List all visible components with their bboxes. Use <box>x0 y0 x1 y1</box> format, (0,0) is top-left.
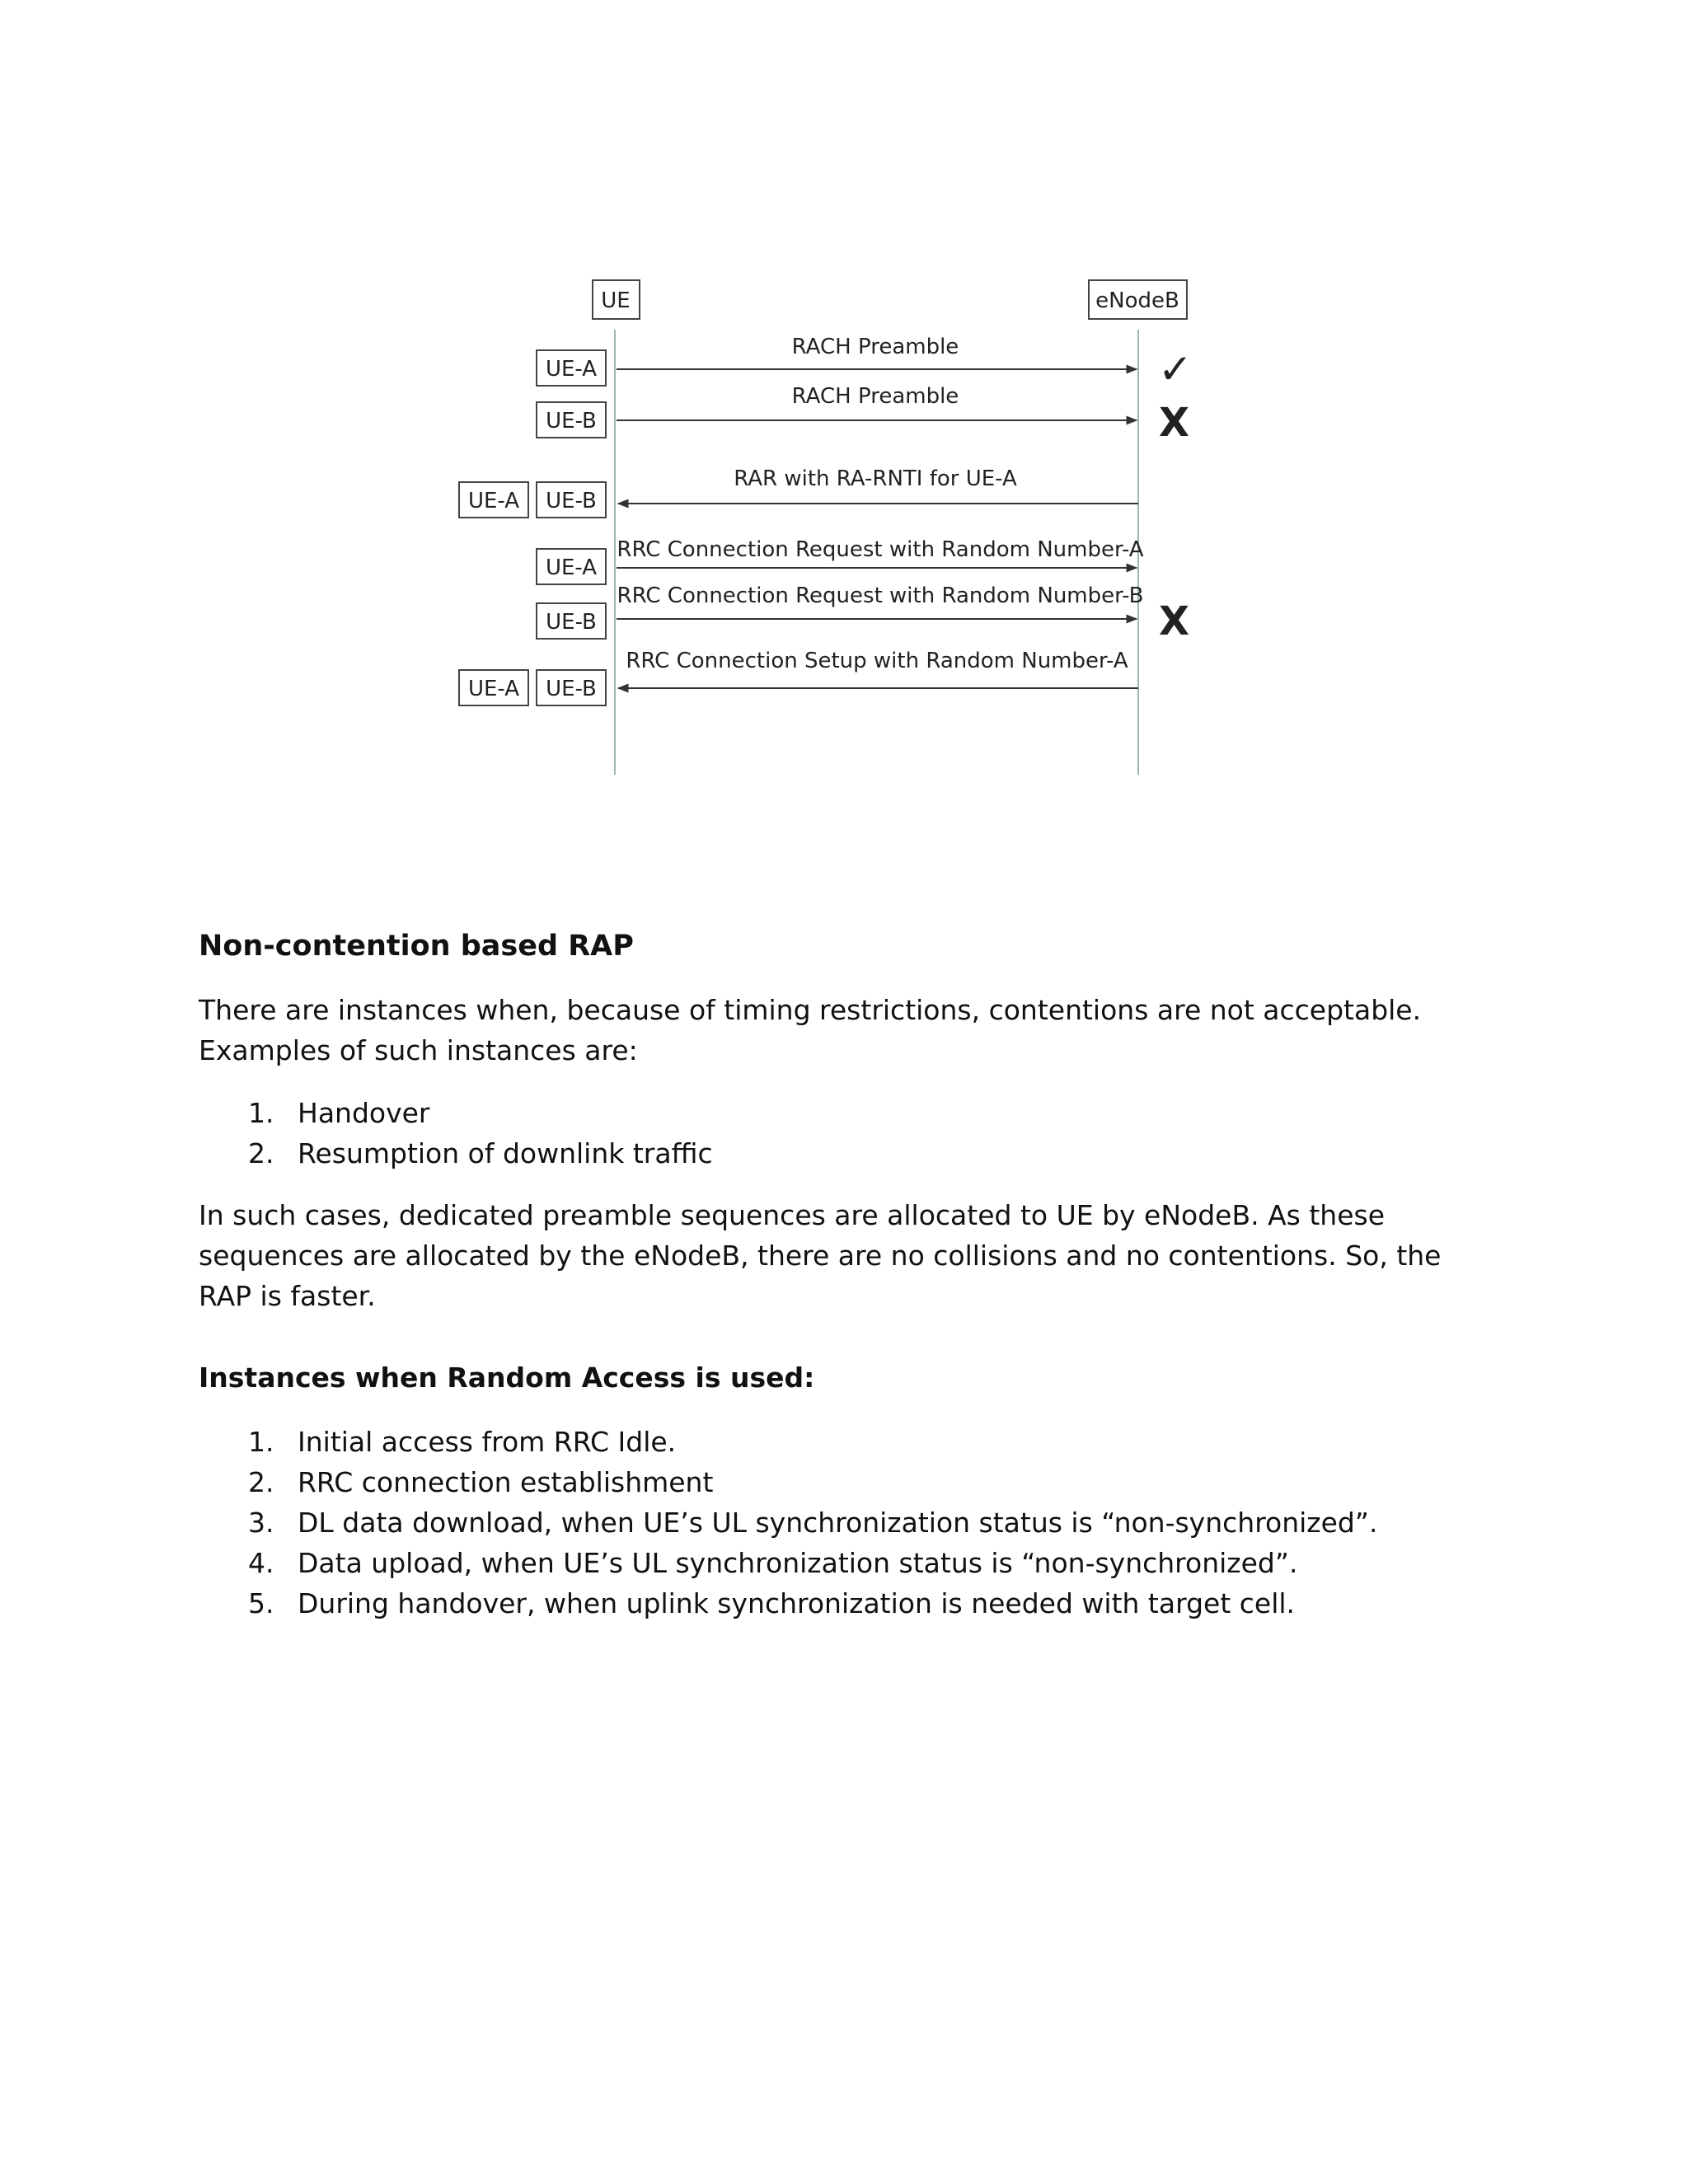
x-mark-icon: X <box>1159 400 1190 446</box>
message-rach-preamble-ue-b <box>537 384 1189 446</box>
ue-b-box-label: UE-B <box>546 489 597 513</box>
list-item-text: Handover <box>298 1097 430 1129</box>
list-item-number: 2. <box>248 1466 274 1498</box>
list-item-number: 4. <box>248 1547 274 1579</box>
list-item <box>199 1422 1377 1462</box>
message-rar <box>459 466 1138 518</box>
list-item <box>199 1093 713 1133</box>
section-heading-non-contention: Non-contention based RAP <box>199 930 634 963</box>
ue-b-box-label: UE-B <box>546 677 597 701</box>
list-item <box>199 1543 1377 1583</box>
ue-b-box-label: UE-B <box>546 409 597 434</box>
ue-lifeline-header <box>593 280 640 319</box>
list-item <box>199 1502 1377 1543</box>
list-item-text: Initial access from RRC Idle. <box>298 1426 677 1458</box>
list-item <box>199 1133 713 1174</box>
message-label: RRC Connection Request with Random Number-A <box>617 537 1144 562</box>
enodeb-header-label: eNodeB <box>1095 288 1179 313</box>
list-item-text: DL data download, when UE’s UL synchronization status is “non-synchronized”. <box>298 1507 1378 1539</box>
ue-a-box-label: UE-A <box>467 677 520 701</box>
list-item-text: Data upload, when UE’s UL synchronization status is “non-synchronized”. <box>298 1547 1298 1579</box>
list-item-text: During handover, when uplink synchronization is needed with target cell. <box>298 1587 1296 1619</box>
sequence-diagram <box>0 0 1688 824</box>
ue-header-label: UE <box>601 288 631 313</box>
check-mark-icon: ✓ <box>1158 345 1193 393</box>
ue-a-box-label: UE-A <box>545 357 598 382</box>
message-rrc-request-a <box>537 537 1144 584</box>
ue-a-box-label: UE-A <box>545 555 598 580</box>
message-rrc-setup <box>459 649 1138 705</box>
x-mark-icon: X <box>1159 598 1190 644</box>
paragraph-intro: There are instances when, because of timing restrictions, contentions are not acceptable. Examples of such instances are: <box>199 994 1422 1066</box>
message-label: RRC Connection Setup with Random Number-A <box>626 649 1128 673</box>
ue-b-box-label: UE-B <box>546 610 597 635</box>
ue-a-box-label: UE-A <box>467 489 520 513</box>
paragraph-conclusion: In such cases, dedicated preamble sequences are allocated to UE by eNodeB. As these sequences are allocated by the eNodeB, there are no collisions and no contentions. So, the RAP is faster. <box>199 1199 1442 1312</box>
section-heading-random-access-instances: Instances when Random Access is used: <box>199 1361 815 1394</box>
list-item-number: 5. <box>248 1587 274 1619</box>
message-label: RRC Connection Request with Random Number-B <box>617 583 1144 608</box>
list-item-text: RRC connection establishment <box>298 1466 714 1498</box>
list-item <box>199 1583 1377 1624</box>
list-item-number: 2. <box>248 1137 274 1169</box>
list-item-number: 3. <box>248 1507 274 1539</box>
message-label: RAR with RA-RNTI for UE-A <box>734 466 1017 491</box>
message-label: RACH Preamble <box>791 335 959 359</box>
list-item <box>199 1462 1377 1502</box>
message-rrc-request-b <box>537 583 1189 644</box>
list-item-text: Resumption of downlink traffic <box>298 1137 713 1169</box>
list-item-number: 1. <box>248 1426 274 1458</box>
examples-list <box>199 1093 713 1174</box>
message-label: RACH Preamble <box>791 384 959 409</box>
list-item-number: 1. <box>248 1097 274 1129</box>
random-access-instances-list <box>199 1422 1377 1624</box>
enodeb-lifeline-header <box>1089 280 1187 319</box>
